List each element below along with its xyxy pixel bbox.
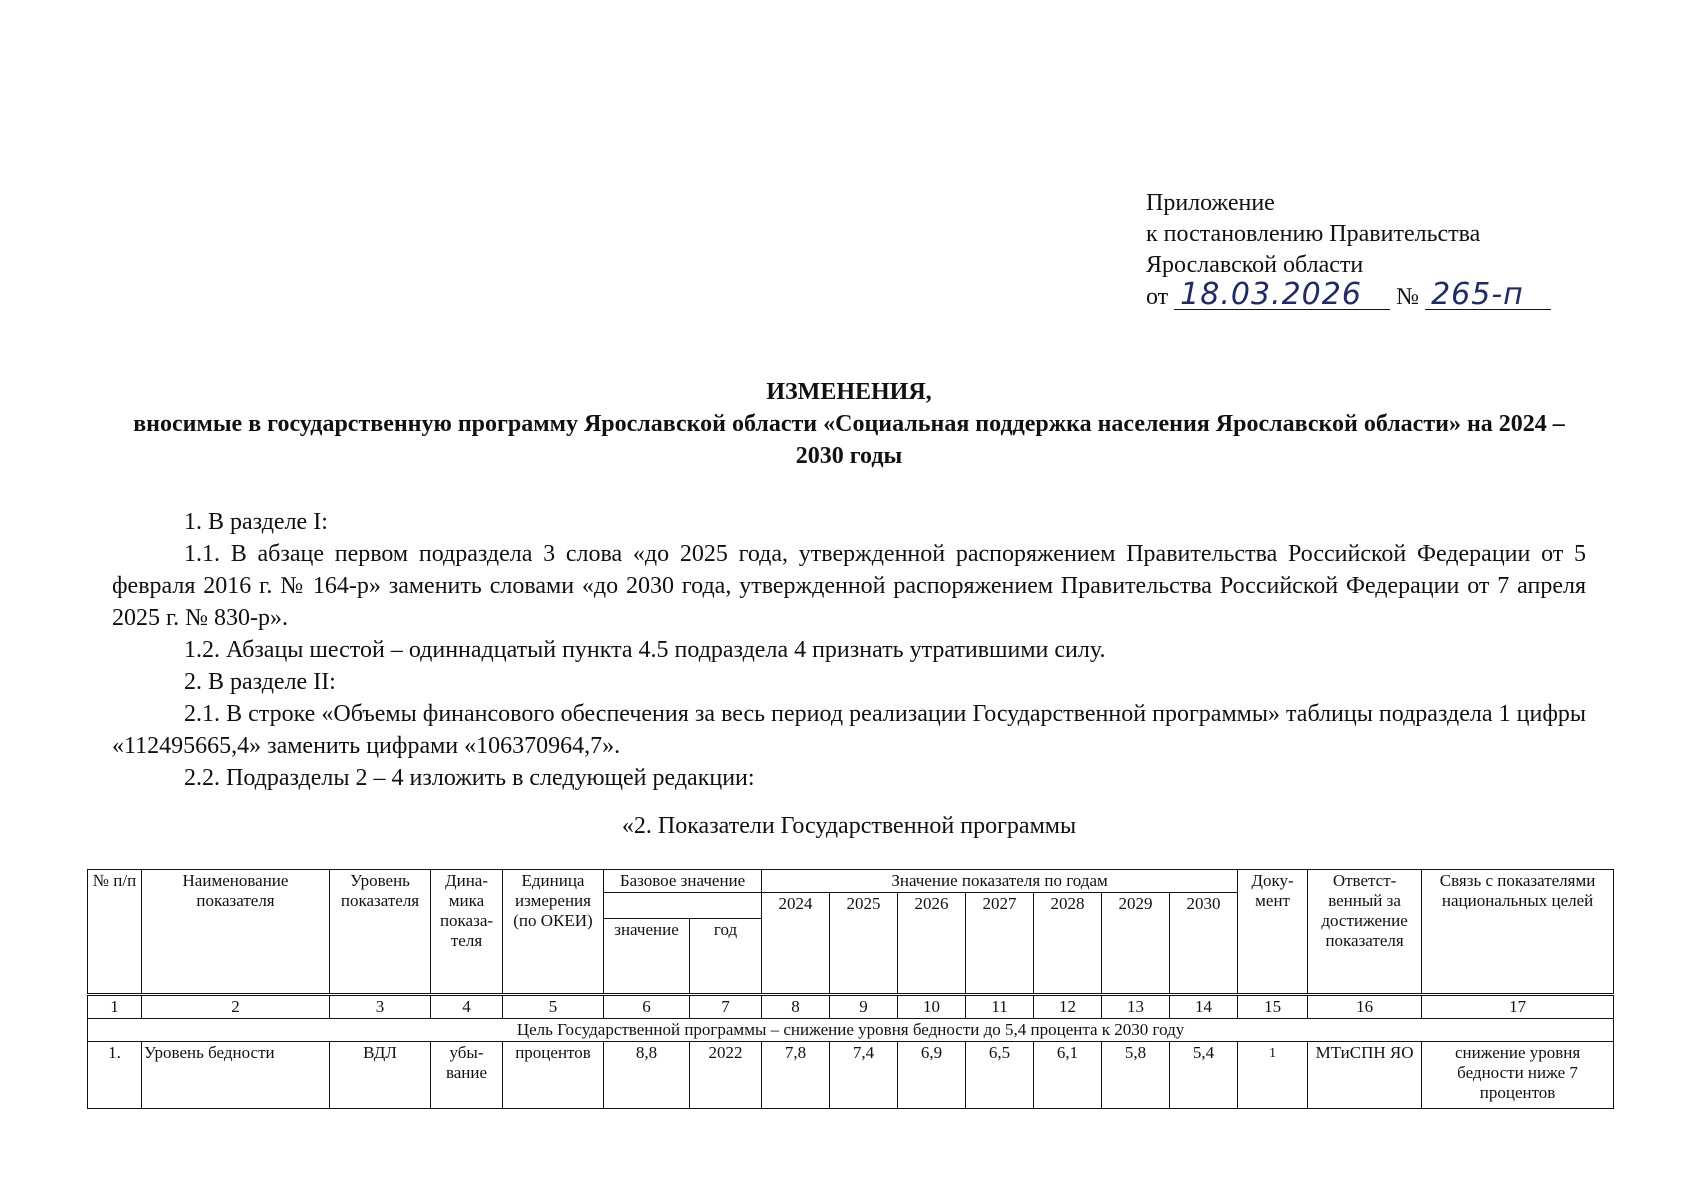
header-base-value: значение bbox=[604, 919, 690, 995]
paragraph: 1. В разделе I: bbox=[184, 509, 328, 535]
appendix-date-line bbox=[1146, 277, 1551, 313]
row-num: 1. bbox=[88, 1042, 142, 1109]
column-number: 15 bbox=[1238, 995, 1308, 1019]
appendix-line-1: Приложение bbox=[1146, 190, 1275, 216]
paragraph: 1.1. В абзаце первом подраздела 3 слова «до 2025 года, утвержденной распоряжением Правительства Российской Федерации от 5 февраля 2016 г. № 164-р» заменить словами «до 2030 года, утвержденной распоряжением Правительства Российской Федерации от 7 апреля 2025 г. № 830-р». bbox=[112, 541, 1586, 631]
footnote-mark: 1 bbox=[1269, 1045, 1277, 1061]
row-dynamics: убы-вание bbox=[431, 1042, 503, 1109]
goal-text: Цель Государственной программы – снижение уровня бедности до 5,4 процента к 2030 году bbox=[88, 1019, 1614, 1042]
paragraph: 1.2. Абзацы шестой – одиннадцатый пункта 4.5 подраздела 4 признать утратившими силу. bbox=[184, 637, 1106, 663]
appendix-line-2: к постановлению Правительства bbox=[1146, 221, 1481, 247]
row-value-2024: 7,8 bbox=[762, 1042, 830, 1109]
header-name: Наименование показателя bbox=[142, 870, 330, 995]
column-number: 16 bbox=[1308, 995, 1422, 1019]
row-responsible: МТиСПН ЯО bbox=[1308, 1042, 1422, 1109]
header-year: 2029 bbox=[1102, 893, 1170, 995]
number-sign: № bbox=[1396, 284, 1420, 310]
section-caption: «2. Показатели Государственной программы bbox=[621, 813, 1077, 839]
row-base-value: 8,8 bbox=[604, 1042, 690, 1109]
table-row bbox=[88, 1042, 1614, 1109]
column-number: 7 bbox=[690, 995, 762, 1019]
column-number: 8 bbox=[762, 995, 830, 1019]
row-link: снижение уровня бедности ниже 7 процентов bbox=[1422, 1042, 1614, 1109]
row-value-2027: 6,5 bbox=[966, 1042, 1034, 1109]
document-body bbox=[112, 506, 1586, 794]
row-value-2025: 7,4 bbox=[830, 1042, 898, 1109]
header-year: 2026 bbox=[898, 893, 966, 995]
column-number: 12 bbox=[1034, 995, 1102, 1019]
column-number: 3 bbox=[330, 995, 431, 1019]
header-base-spacer bbox=[604, 893, 762, 919]
row-value-2030: 5,4 bbox=[1170, 1042, 1238, 1109]
paragraph: 2. В разделе II: bbox=[184, 669, 336, 695]
column-number: 11 bbox=[966, 995, 1034, 1019]
handwritten-date: 18.03.2026 bbox=[1174, 281, 1390, 310]
title-subtitle: вносимые в государственную программу Ярославской области «Социальная поддержка населения Ярославской области» на 2024 – 2030 годы bbox=[133, 411, 1565, 469]
header-document: Доку-мент bbox=[1238, 870, 1308, 995]
paragraph: 2.1. В строке «Объемы финансового обеспечения за весь период реализации Государственной программы» таблицы подраздела 1 цифры «112495665,4» заменить цифрами «106370964,7». bbox=[112, 701, 1586, 759]
row-value-2029: 5,8 bbox=[1102, 1042, 1170, 1109]
header-responsible: Ответст-венный за достижение показателя bbox=[1308, 870, 1422, 995]
header-row-1 bbox=[88, 870, 1614, 893]
column-number: 6 bbox=[604, 995, 690, 1019]
row-name: Уровень бедности bbox=[142, 1042, 330, 1109]
column-number: 13 bbox=[1102, 995, 1170, 1019]
appendix-block bbox=[1146, 188, 1551, 313]
column-number: 14 bbox=[1170, 995, 1238, 1019]
goal-row bbox=[88, 1019, 1614, 1042]
header-year: 2025 bbox=[830, 893, 898, 995]
row-base-year: 2022 bbox=[690, 1042, 762, 1109]
date-prefix: от bbox=[1146, 284, 1169, 310]
column-number: 4 bbox=[431, 995, 503, 1019]
document-title bbox=[110, 376, 1588, 472]
column-number: 5 bbox=[503, 995, 604, 1019]
column-number: 10 bbox=[898, 995, 966, 1019]
header-base: Базовое значение bbox=[604, 870, 762, 893]
header-year: 2028 bbox=[1034, 893, 1102, 995]
row-value-2028: 6,1 bbox=[1034, 1042, 1102, 1109]
header-unit: Единица измерения (по ОКЕИ) bbox=[503, 870, 604, 995]
header-year: 2030 bbox=[1170, 893, 1238, 995]
header-by-years: Значение показателя по годам bbox=[762, 870, 1238, 893]
header-base-year: год bbox=[690, 919, 762, 995]
indicators-table bbox=[87, 869, 1614, 1109]
handwritten-number: 265-п bbox=[1425, 281, 1551, 310]
column-number: 2 bbox=[142, 995, 330, 1019]
column-number: 17 bbox=[1422, 995, 1614, 1019]
column-number: 9 bbox=[830, 995, 898, 1019]
column-number-row bbox=[88, 995, 1614, 1019]
header-year: 2027 bbox=[966, 893, 1034, 995]
paragraph: 2.2. Подразделы 2 – 4 изложить в следующей редакции: bbox=[184, 765, 755, 791]
row-document bbox=[1238, 1042, 1308, 1109]
appendix-line-3: Ярославской области bbox=[1146, 252, 1364, 278]
row-level: ВДЛ bbox=[330, 1042, 431, 1109]
header-num: № п/п bbox=[88, 870, 142, 995]
header-year: 2024 bbox=[762, 893, 830, 995]
title-heading: ИЗМЕНЕНИЯ, bbox=[766, 379, 932, 405]
header-level: Уровень показателя bbox=[330, 870, 431, 995]
row-unit: процентов bbox=[503, 1042, 604, 1109]
header-link: Связь с показателями национальных целей bbox=[1422, 870, 1614, 995]
column-number: 1 bbox=[88, 995, 142, 1019]
row-value-2026: 6,9 bbox=[898, 1042, 966, 1109]
header-dynamics: Дина-мика показа-теля bbox=[431, 870, 503, 995]
